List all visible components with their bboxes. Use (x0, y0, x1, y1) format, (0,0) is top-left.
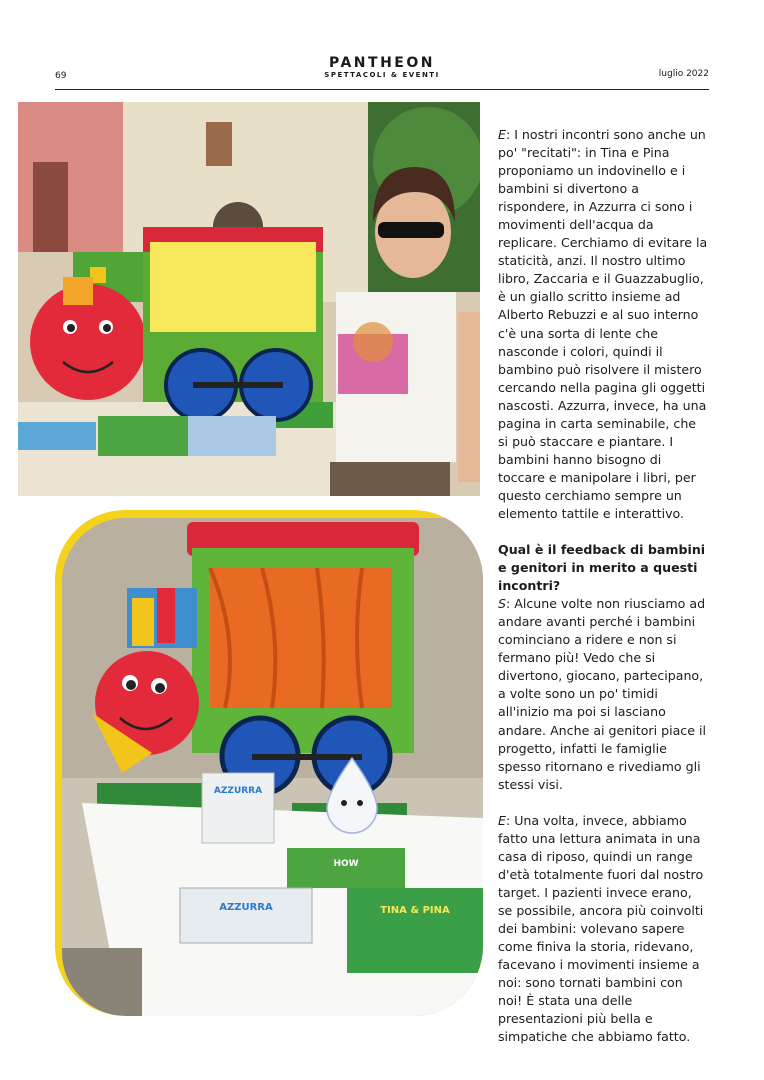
photo-puppet-train-with-books (62, 518, 483, 1016)
header-rule (55, 89, 709, 90)
interview-question: Qual è il feedback di bambini e genitori in merito a questi incontri? (498, 542, 706, 594)
photo1-illustration (18, 102, 480, 496)
paragraph-2 (498, 541, 708, 794)
photo-woman-with-puppet-train (18, 102, 480, 496)
paragraph-1 (498, 126, 708, 523)
magazine-subtitle: SPETTACOLI & EVENTI (324, 71, 440, 79)
article-text-column (498, 126, 708, 1064)
page-header (55, 55, 709, 91)
paragraph-text: : Alcune volte non riusciamo ad andare avanti perché i bambini cominciano a ridere e non si fermano più! Vedo che si divertono, giocano, partecipano, a volte sono un po' timidi all'inizio ma poi si lasciano andare. Anche ai genitori piace il progetto, infatti le famiglie spesso ritornano e rivediamo gli stessi visi. (498, 596, 706, 792)
photo2-illustration (62, 518, 483, 1016)
paragraph-3 (498, 812, 708, 1047)
book-title-4: TINA & PINA (380, 905, 450, 916)
book-title-2: HOW (333, 859, 359, 869)
book-title-1: AZZURRA (213, 786, 263, 796)
book-title-3: AZZURRA (219, 902, 273, 913)
photo-frame-yellow (55, 510, 483, 1016)
magazine-title: PANTHEON (329, 55, 435, 71)
masthead (55, 55, 709, 80)
issue-date: luglio 2022 (658, 69, 709, 79)
speaker-initial: S (498, 596, 506, 612)
paragraph-text: : Una volta, invece, abbiamo fatto una lettura animata in una casa di riposo, quindi un range d'età totalmente fuori dal nostro target. I pazienti invece erano, se possibile, ancora più coinvolti dei bambini: volevano sapere come finiva la storia, ridevano, facevano i movimenti insieme a noi: sono tornati bambini con noi! È stata una delle presentazioni più bella e simpatiche che abbiamo fatto. (498, 812, 704, 1045)
page-number: 69 (55, 71, 67, 81)
paragraph-text: : I nostri incontri sono anche un po' "recitati": in Tina e Pina proponiamo un indovinello e i bambini si divertono a rispondere, in Azzurra ci sono i movimenti dell'acqua da replicare. Cerchiamo di evitare la staticità, anzi. Il nostro ultimo libro, Zaccaria e il Guazzabuglio, è un giallo scritto insieme ad Alberto Rebuzzi e al suo interno c'è una sorta di lente che nasconde i colori, quindi il bambino può risolvere il mistero cercando nella pagina gli oggetti nascosti. Azzurra, invece, ha una pagina in carta seminabile, che si può staccare e piantare. I bambini hanno bisogno di toccare e manipolare i libri, per questo cerchiamo sempre un elemento tattile e interattivo. (498, 127, 708, 521)
speaker-initial: E (498, 127, 506, 142)
speaker-initial: E (498, 812, 506, 828)
